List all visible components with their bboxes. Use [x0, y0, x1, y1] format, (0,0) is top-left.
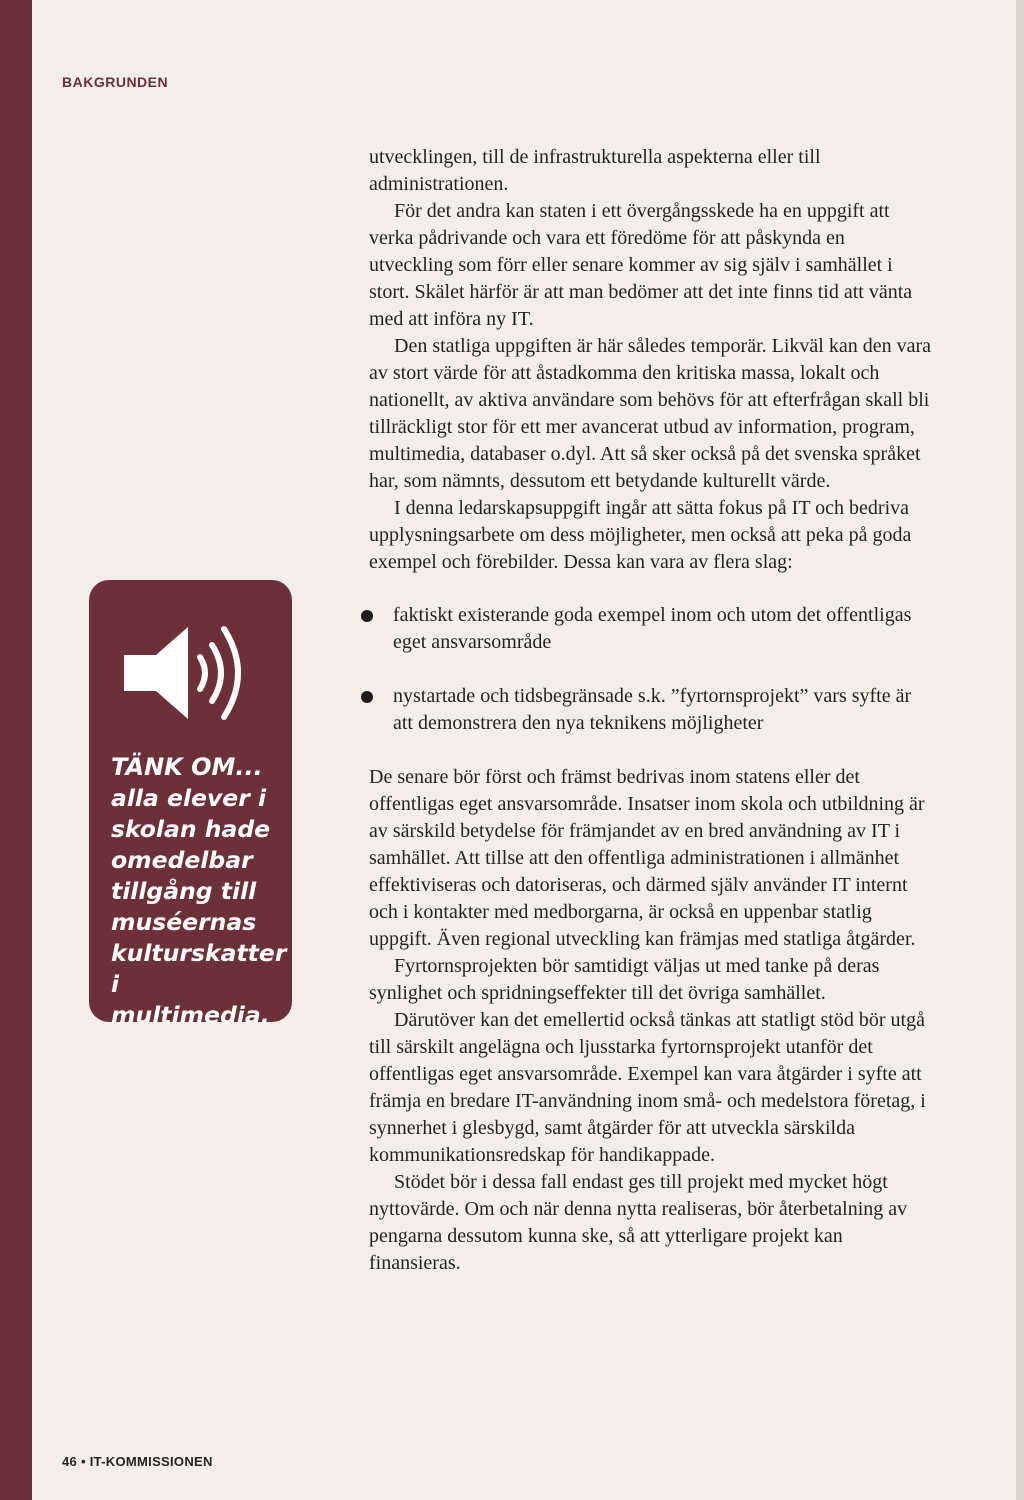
speaker-icon [124, 615, 264, 735]
callout-line: kulturskatter i [111, 939, 287, 998]
body-paragraph: utvecklingen, till de infrastrukturella aspekterna eller till administrationen. [369, 146, 821, 195]
callout-line: multimedia. [111, 1001, 270, 1029]
section-label: BAKGRUNDEN [62, 74, 169, 90]
callout-line: alla elever i [111, 784, 267, 812]
body-paragraph: De senare bör först och främst bedrivas inom statens eller det offentligas eget ansvarsområde. Insatser inom skola och utbildning är av särskild betydelse för främjandet av en bred användning av IT i samhället. Att tillse att den offentliga administrationen i allmänhet effektiviseras och datoriseras, och därmed själv använder IT internt och i kontakter med medborgarna, är också en uppenbar statlig uppgift. Även regional utveckling kan främjas med statliga åtgärder. [369, 766, 925, 950]
body-paragraph: Stödet bör i dessa fall endast ges till projekt med mycket högt nyttovärde. Om och när denna nytta realiseras, bör återbetalning av pengarna dessutom kunna ske, så att ytterligare projekt kan finansieras. [369, 1171, 908, 1274]
callout-line: muséernas [111, 908, 257, 936]
page-edge [1016, 0, 1024, 1500]
callout-line: skolan hade [111, 815, 271, 843]
bullet-text: faktiskt existerande goda exempel inom och utom det offentligas eget ansvarsområde [393, 604, 912, 653]
callout-text [111, 752, 287, 1031]
bullet-list [369, 602, 932, 737]
body-paragraph: Därutöver kan det emellertid också tänkas att statligt stöd bör utgå till särskilt angelägna och ljusstarka fyrtornsprojekt utanför det offentligas eget ansvarsområde. Exempel kan vara åtgärder i syfte att främja en bredare IT-användning inom små- och medelstora företag, i synnerhet i glesbygd, samt åtgärder för att utveckla särskilda kommunikationsredskap för handikappade. [369, 1009, 926, 1166]
body-paragraph: För det andra kan staten i ett övergångsskede ha en uppgift att verka pådrivande och vara ett föredöme för att påskynda en utveckling som förr eller senare kommer av sig själv i samhället i stort. Skälet härför är att man bedömer att det inte finns tid att vänta med att införa ny IT. [369, 200, 913, 330]
bullet-text: nystartade och tidsbegränsade s.k. ”fyrtornsprojekt” vars syfte är att demonstrera den nya teknikens möjligheter [393, 685, 912, 734]
page-footer: 46 • IT-KOMMISSIONEN [62, 1454, 213, 1469]
callout-title: TÄNK OM... [111, 753, 263, 781]
think-about-callout [89, 580, 292, 1029]
callout-line: tillgång till [111, 877, 257, 905]
body-paragraph: Fyrtornsprojekten bör samtidigt väljas ut med tanke på deras synlighet och spridningseffekter till det övriga samhället. [369, 955, 880, 1004]
list-item [369, 683, 932, 737]
callout-line: omedelbar [111, 846, 253, 874]
body-text [369, 144, 932, 1277]
left-margin-bar [0, 0, 32, 1500]
body-paragraph: Den statliga uppgiften är här således temporär. Likväl kan den vara av stort värde för att åstadkomma den kritiska massa, lokalt och nationellt, av aktiva användare som behövs för att efterfrågan skall bli tillräckligt stor för ett mer avancerat utbud av information, program, multimedia, databaser o.dyl. Att så sker också på det svenska språket har, som nämnts, dessutom ett betydande kulturellt värde. [369, 335, 932, 492]
bullet-icon [361, 610, 373, 622]
list-item [369, 602, 932, 656]
bullet-icon [361, 691, 373, 703]
body-paragraph: I denna ledarskapsuppgift ingår att sätta fokus på IT och bedriva upplysningsarbete om dess möjligheter, men också att peka på goda exempel och förebilder. Dessa kan vara av flera slag: [369, 497, 912, 573]
